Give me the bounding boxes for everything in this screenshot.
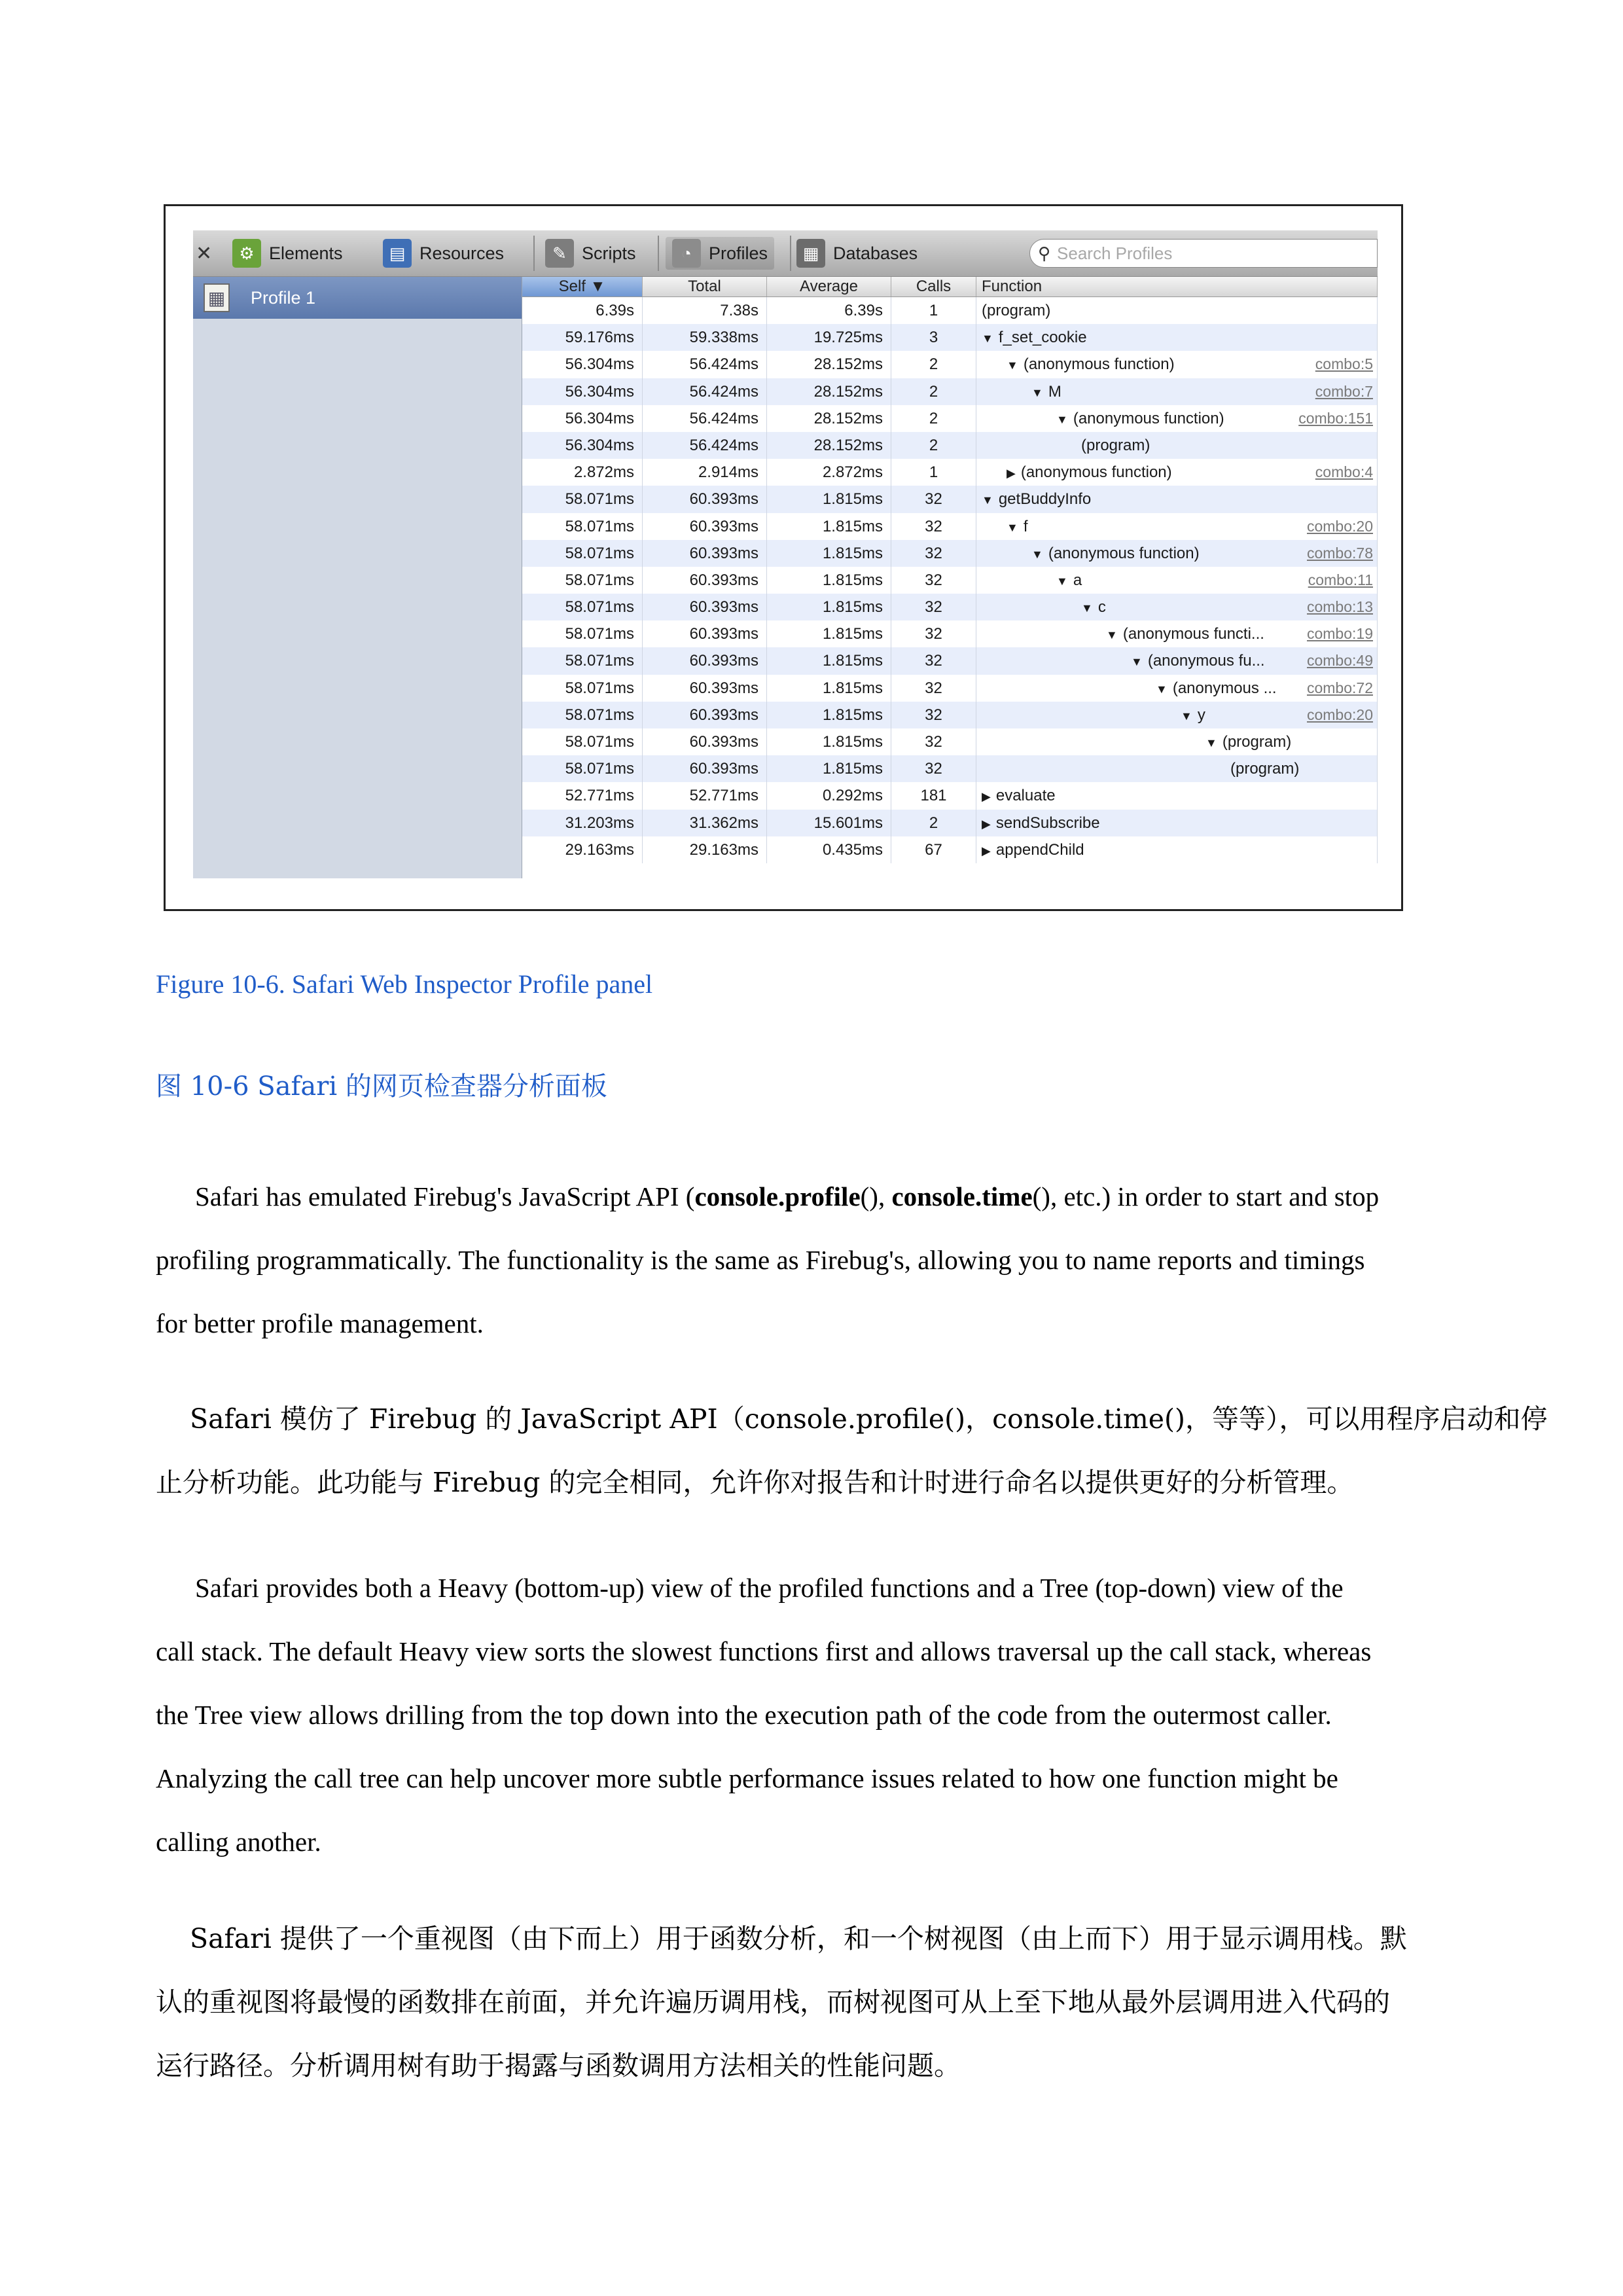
- cell-total: 56.424ms: [643, 378, 767, 405]
- cell-function: [976, 836, 1378, 863]
- cell-function: [976, 432, 1378, 459]
- profiles-icon: ◔: [672, 239, 701, 268]
- function-name: ▼ (anonymous function): [1007, 355, 1175, 374]
- cell-calls: 32: [891, 728, 976, 755]
- cell-calls: 2: [891, 405, 976, 432]
- cell-average: 1.815ms: [767, 728, 891, 755]
- column-header-average[interactable]: Average: [767, 277, 891, 296]
- disclosure-expanded-icon[interactable]: ▼: [1056, 574, 1068, 588]
- cell-self: 56.304ms: [522, 378, 643, 405]
- cell-calls: 2: [891, 432, 976, 459]
- table-row[interactable]: [522, 567, 1378, 594]
- cell-total: 31.362ms: [643, 810, 767, 836]
- column-header-self[interactable]: Self ▼: [522, 277, 643, 296]
- cell-total: 60.393ms: [643, 567, 767, 594]
- cell-average: 1.815ms: [767, 647, 891, 674]
- paragraph-line: for better profile management.: [156, 1308, 484, 1338]
- cell-function: [976, 513, 1378, 540]
- tab-elements-label: Elements: [269, 243, 343, 263]
- table-row[interactable]: [522, 405, 1378, 432]
- cell-total: 60.393ms: [643, 728, 767, 755]
- cell-total: 60.393ms: [643, 702, 767, 728]
- cell-function: [976, 675, 1378, 702]
- function-name: ▶ sendSubscribe: [982, 814, 1100, 832]
- tab-profiles-label: Profiles: [709, 243, 768, 263]
- cell-average: 0.292ms: [767, 782, 891, 809]
- grid-body: [522, 297, 1378, 863]
- cell-average: 28.152ms: [767, 378, 891, 405]
- cell-total: 59.338ms: [643, 324, 767, 351]
- paragraph-line: 运行路径。分析调用树有助于揭露与函数调用方法相关的性能问题。: [156, 2050, 961, 2081]
- cell-total: 60.393ms: [643, 540, 767, 567]
- paragraph-line: profiling programmatically. The functionality is the same as Firebug's, allowing you to name reports and timings: [156, 1245, 1365, 1275]
- cell-self: 58.071ms: [522, 728, 643, 755]
- cell-self: 59.176ms: [522, 324, 643, 351]
- table-row[interactable]: [522, 782, 1378, 809]
- cell-self: 52.771ms: [522, 782, 643, 809]
- function-name: ▼ f: [1007, 517, 1028, 535]
- cell-average: 2.872ms: [767, 459, 891, 486]
- function-name: ▼ f_set_cookie: [982, 329, 1087, 347]
- cell-self: 58.071ms: [522, 755, 643, 782]
- disclosure-expanded-icon[interactable]: ▼: [1031, 547, 1043, 561]
- cell-self: 58.071ms: [522, 540, 643, 567]
- disclosure-collapsed-icon[interactable]: ▶: [982, 844, 991, 857]
- toolbar-divider: [533, 236, 535, 271]
- cell-average: 1.815ms: [767, 486, 891, 512]
- paragraph-line: 止分析功能。此功能与 Firebug 的完全相同，允许你对报告和计时进行命名以提供更好的分析管理。: [156, 1467, 1354, 1498]
- table-row[interactable]: [522, 755, 1378, 782]
- function-name: ▼ getBuddyInfo: [982, 490, 1092, 509]
- tab-scripts-label: Scripts: [582, 243, 636, 263]
- toolbar-divider: [658, 236, 659, 271]
- cell-calls: 32: [891, 540, 976, 567]
- function-name: ▶ evaluate: [982, 787, 1056, 805]
- cell-self: 58.071ms: [522, 675, 643, 702]
- cell-function: [976, 486, 1378, 512]
- disclosure-expanded-icon[interactable]: ▼: [1056, 412, 1068, 426]
- table-row[interactable]: [522, 836, 1378, 863]
- cell-total: 56.424ms: [643, 432, 767, 459]
- paragraph-line: calling another.: [156, 1827, 321, 1857]
- function-name: ▼ (anonymous functi...: [1106, 625, 1264, 643]
- databases-icon: ▦: [796, 239, 825, 268]
- cell-calls: 32: [891, 702, 976, 728]
- figure-screenshot-frame: [164, 204, 1403, 911]
- cell-total: 60.393ms: [643, 755, 767, 782]
- function-name: ▼ (anonymous function): [1056, 409, 1224, 427]
- function-name: ▼ (program): [1205, 733, 1292, 751]
- cell-average: 6.39s: [767, 297, 891, 324]
- tab-elements[interactable]: [232, 237, 343, 270]
- source-link[interactable]: combo:4: [1315, 463, 1373, 481]
- disclosure-expanded-icon[interactable]: ▼: [1081, 601, 1093, 615]
- cell-calls: 1: [891, 297, 976, 324]
- cell-average: 1.815ms: [767, 540, 891, 567]
- disclosure-expanded-icon[interactable]: ▼: [982, 493, 993, 507]
- cell-total: 56.424ms: [643, 405, 767, 432]
- cell-calls: 2: [891, 810, 976, 836]
- cell-self: 58.071ms: [522, 594, 643, 620]
- cell-calls: 3: [891, 324, 976, 351]
- column-header-calls[interactable]: Calls: [891, 277, 976, 296]
- cell-average: 1.815ms: [767, 755, 891, 782]
- column-header-function[interactable]: Function: [976, 277, 1378, 296]
- function-name: ▼ y: [1181, 706, 1205, 724]
- source-link[interactable]: combo:20: [1306, 706, 1373, 723]
- function-name: ▼ M: [1031, 382, 1061, 401]
- function-name: ▶ (anonymous function): [1007, 463, 1172, 482]
- cell-calls: 32: [891, 567, 976, 594]
- cell-function: [976, 647, 1378, 674]
- tab-databases[interactable]: [796, 237, 918, 270]
- cell-function: [976, 378, 1378, 405]
- cell-calls: 2: [891, 378, 976, 405]
- cell-self: 58.071ms: [522, 702, 643, 728]
- figure-caption-chinese: 图 10-6 Safari 的网页检查器分析面板: [156, 1071, 607, 1102]
- cell-self: 56.304ms: [522, 405, 643, 432]
- cell-self: 58.071ms: [522, 486, 643, 512]
- search-icon: ⚲: [1038, 243, 1051, 263]
- cell-total: 60.393ms: [643, 486, 767, 512]
- tab-profiles[interactable]: [666, 237, 774, 270]
- cell-self: 58.071ms: [522, 620, 643, 647]
- source-link[interactable]: combo:19: [1306, 625, 1373, 643]
- disclosure-expanded-icon[interactable]: ▼: [1131, 655, 1143, 669]
- tab-scripts[interactable]: [545, 237, 636, 270]
- cell-calls: 32: [891, 594, 976, 620]
- cell-function: [976, 540, 1378, 567]
- cell-self: 56.304ms: [522, 351, 643, 378]
- elements-icon: ⚙: [232, 239, 261, 268]
- paragraph-line: 认的重视图将最慢的函数排在前面，并允许遍历调用栈，而树视图可从上至下地从最外层调用进入代码的: [156, 1986, 1390, 2018]
- table-row[interactable]: [522, 675, 1378, 702]
- source-link[interactable]: combo:49: [1306, 652, 1373, 670]
- cell-calls: 181: [891, 782, 976, 809]
- cell-function: [976, 782, 1378, 809]
- function-name: ▼ (anonymous function): [1031, 544, 1200, 562]
- source-link[interactable]: combo:7: [1315, 382, 1373, 400]
- cell-average: 19.725ms: [767, 324, 891, 351]
- cell-average: 0.435ms: [767, 836, 891, 863]
- paragraph-english-2: [156, 1556, 1478, 1874]
- cell-function: [976, 594, 1378, 620]
- cell-calls: 32: [891, 675, 976, 702]
- function-name: ▶ appendChild: [982, 840, 1084, 859]
- cell-total: 60.393ms: [643, 647, 767, 674]
- cell-total: 7.38s: [643, 297, 767, 324]
- cell-calls: 32: [891, 486, 976, 512]
- source-link[interactable]: combo:78: [1306, 544, 1373, 562]
- cell-self: 58.071ms: [522, 567, 643, 594]
- cell-total: 56.424ms: [643, 351, 767, 378]
- source-link[interactable]: combo:11: [1308, 571, 1373, 588]
- paragraph-line: Analyzing the call tree can help uncover more subtle performance issues related to how one function might be: [156, 1763, 1338, 1793]
- disclosure-expanded-icon[interactable]: ▼: [1106, 628, 1118, 642]
- paragraph-line: call stack. The default Heavy view sorts the slowest functions first and allows traversal up the call stack, whereas: [156, 1636, 1372, 1666]
- cell-average: 1.815ms: [767, 513, 891, 540]
- paragraph-line: Safari has emulated Firebug's JavaScript API (console.profile(), console.time(), etc.) in order to start and stop: [195, 1181, 1380, 1211]
- tab-databases-label: Databases: [833, 243, 918, 263]
- paragraph-line: Safari 模仿了 Firebug 的 JavaScript API（console.profile()，console.time()，等等），可以用程序启动和停: [190, 1403, 1548, 1435]
- source-link[interactable]: combo:20: [1306, 517, 1373, 535]
- cell-self: 58.071ms: [522, 647, 643, 674]
- cell-average: 28.152ms: [767, 405, 891, 432]
- cell-total: 60.393ms: [643, 620, 767, 647]
- disclosure-expanded-icon[interactable]: ▼: [1007, 359, 1018, 372]
- grid-header: [522, 277, 1378, 297]
- resources-icon: ▤: [383, 239, 412, 268]
- search-placeholder: Search Profiles: [1057, 243, 1173, 263]
- cell-total: 2.914ms: [643, 459, 767, 486]
- cell-self: 6.39s: [522, 297, 643, 324]
- sort-descending-icon: ▼: [590, 278, 606, 295]
- cell-self: 58.071ms: [522, 513, 643, 540]
- function-name: (program): [982, 302, 1051, 319]
- cell-self: 29.163ms: [522, 836, 643, 863]
- cell-total: 60.393ms: [643, 675, 767, 702]
- disclosure-expanded-icon[interactable]: ▼: [1156, 682, 1168, 696]
- table-row[interactable]: [522, 297, 1378, 324]
- close-icon[interactable]: ✕: [196, 243, 213, 264]
- disclosure-collapsed-icon[interactable]: ▶: [982, 817, 991, 831]
- cell-average: 1.815ms: [767, 702, 891, 728]
- source-link[interactable]: combo:72: [1306, 679, 1373, 696]
- cell-function: [976, 810, 1378, 836]
- cell-average: 1.815ms: [767, 675, 891, 702]
- cell-calls: 1: [891, 459, 976, 486]
- table-row[interactable]: [522, 620, 1378, 647]
- function-name: ▼ a: [1056, 571, 1082, 589]
- function-name: ▼ (anonymous fu...: [1131, 652, 1265, 670]
- paragraph-line: Safari 提供了一个重视图（由下而上）用于函数分析，和一个树视图（由上而下）用于显示调用栈。默: [190, 1923, 1407, 1954]
- tab-resources[interactable]: [383, 237, 504, 270]
- figure-caption-english: Figure 10-6. Safari Web Inspector Profile panel: [156, 969, 653, 999]
- cell-calls: 2: [891, 351, 976, 378]
- cell-total: 60.393ms: [643, 594, 767, 620]
- cell-function: [976, 728, 1378, 755]
- paragraph-line: Safari provides both a Heavy (bottom-up) view of the profiled functions and a Tree (top-down) view of the: [195, 1573, 1344, 1603]
- column-header-total[interactable]: Total: [643, 277, 767, 296]
- cell-average: 15.601ms: [767, 810, 891, 836]
- cell-function: [976, 620, 1378, 647]
- paragraph-english-1: [156, 1165, 1478, 1355]
- cell-average: 1.815ms: [767, 594, 891, 620]
- cell-function: [976, 405, 1378, 432]
- web-inspector-window: [193, 230, 1378, 878]
- profile-data-grid: [522, 277, 1378, 878]
- cell-average: 28.152ms: [767, 432, 891, 459]
- sidebar-item-label: Profile 1: [251, 287, 316, 308]
- paragraph-chinese-1: [156, 1388, 1548, 1515]
- function-name: ▼ c: [1081, 598, 1106, 617]
- cell-self: 31.203ms: [522, 810, 643, 836]
- profile-icon: ▦: [204, 283, 230, 312]
- disclosure-expanded-icon[interactable]: ▼: [1031, 386, 1043, 399]
- cell-calls: 32: [891, 620, 976, 647]
- table-row[interactable]: [522, 810, 1378, 836]
- disclosure-expanded-icon[interactable]: ▼: [1205, 736, 1217, 749]
- paragraph-line: the Tree view allows drilling from the top down into the execution path of the code from the outermost caller.: [156, 1700, 1332, 1730]
- cell-function: [976, 755, 1378, 782]
- cell-total: 29.163ms: [643, 836, 767, 863]
- cell-function: [976, 459, 1378, 486]
- cell-function: [976, 324, 1378, 351]
- search-input[interactable]: [1029, 239, 1378, 268]
- toolbar-divider: [790, 236, 791, 271]
- cell-calls: 67: [891, 836, 976, 863]
- cell-self: 2.872ms: [522, 459, 643, 486]
- profiles-sidebar: [193, 277, 522, 878]
- table-row[interactable]: [522, 702, 1378, 728]
- table-row[interactable]: [522, 486, 1378, 512]
- table-row[interactable]: [522, 432, 1378, 459]
- cell-calls: 32: [891, 513, 976, 540]
- function-name: ▼ (anonymous ...: [1156, 679, 1277, 697]
- cell-average: 1.815ms: [767, 567, 891, 594]
- table-row[interactable]: [522, 459, 1378, 486]
- tab-resources-label: Resources: [419, 243, 505, 263]
- source-link[interactable]: combo:151: [1298, 409, 1373, 427]
- cell-function: [976, 702, 1378, 728]
- table-row[interactable]: [522, 324, 1378, 351]
- disclosure-expanded-icon[interactable]: ▼: [982, 332, 993, 346]
- cell-average: 1.815ms: [767, 620, 891, 647]
- sidebar-item-profile-1[interactable]: [193, 277, 522, 319]
- cell-function: [976, 351, 1378, 378]
- function-name: (program): [1081, 436, 1150, 454]
- table-row[interactable]: [522, 513, 1378, 540]
- table-row[interactable]: [522, 594, 1378, 620]
- table-row[interactable]: [522, 728, 1378, 755]
- cell-average: 28.152ms: [767, 351, 891, 378]
- function-name: (program): [1230, 760, 1300, 778]
- cell-function: [976, 567, 1378, 594]
- table-row[interactable]: [522, 351, 1378, 378]
- cell-total: 52.771ms: [643, 782, 767, 809]
- cell-function: [976, 297, 1378, 324]
- table-row[interactable]: [522, 378, 1378, 405]
- inspector-toolbar: [193, 230, 1378, 277]
- cell-total: 60.393ms: [643, 513, 767, 540]
- disclosure-expanded-icon[interactable]: ▼: [1181, 709, 1192, 723]
- cell-self: 56.304ms: [522, 432, 643, 459]
- disclosure-collapsed-icon[interactable]: ▶: [982, 790, 991, 804]
- cell-calls: 32: [891, 755, 976, 782]
- source-link[interactable]: combo:5: [1315, 355, 1373, 373]
- table-row[interactable]: [522, 540, 1378, 567]
- disclosure-expanded-icon[interactable]: ▼: [1007, 520, 1018, 534]
- source-link[interactable]: combo:13: [1306, 598, 1373, 616]
- cell-calls: 32: [891, 647, 976, 674]
- table-row[interactable]: [522, 647, 1378, 674]
- scripts-icon: ✎: [545, 239, 574, 268]
- paragraph-chinese-2: [156, 1907, 1478, 2098]
- disclosure-collapsed-icon[interactable]: ▶: [1007, 467, 1016, 480]
